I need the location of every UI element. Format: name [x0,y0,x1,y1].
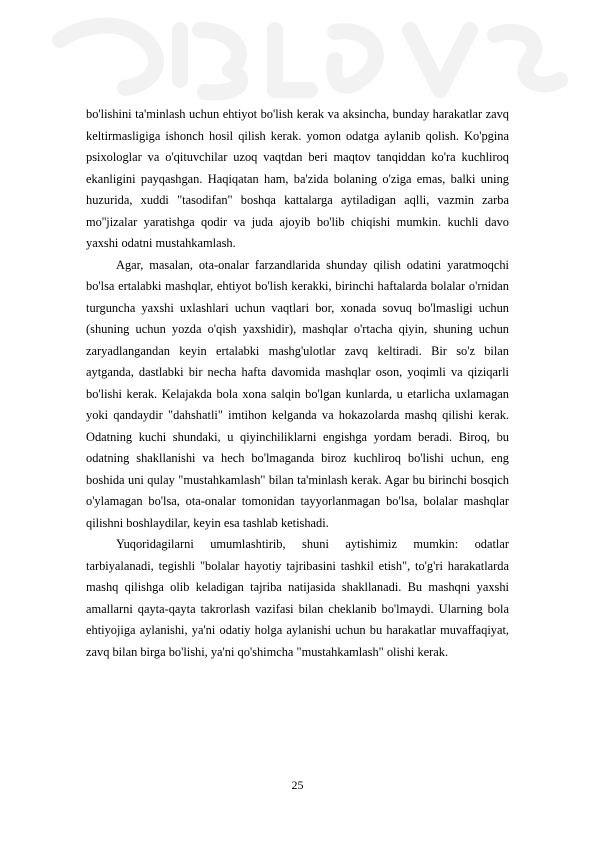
paragraph-2: Agar, masalan, ota-onalar farzandlarida shunday qilish odatini yaratmoqchi bo'lsa ertalabki mashqlar, ehtiyot bo'lish kerakki, birinchi haftalarda bolalar o'rnidan turguncha yaxshi uxlashlari uchun vaqtlari bor, xonada sovuq bo'lmasligi uchun (shuning uchun yozda o'qish yaxshidir), mashqlar o'rtacha qiyin, shuning uchun zaryadlangandan keyin ertalabki mashg'ulotlar zavq keltiradi. Bir so'z bilan aytganda, dastlabki bir necha hafta davomida mashqlar oson, yoqimli va qiziqarli bo'lishi kerak. Kelajakda bola xona salqin bo'lgan kunlarda, u etarlicha uxlamagan yoki qandaydir "dahshatli" imtihon kelganda va hokazolarda mashq qilishi kerak. Odatning kuchi shundaki, u qiyinchiliklarni engishga yordam beradi. Biroq, bu odatning shakllanishi va hech bo'lmaganda biroz kuchliroq bo'lishi uchun, eng boshida uni qulay "mustahkamlash" bilan ta'minlash kerak. Agar bu birinchi bosqich o'ylamagan bo'lsa, ota-onalar tomonidan tayyorlanmagan bo'lsa, bolalar mashqlar qilishni boshlaydilar, keyin esa tashlab ketishadi. [86,257,509,530]
paragraph-3: Yuqoridagilarni umumlashtirib, shuni aytishimiz mumkin: odatlar tarbiyalanadi, tegishli "bolalar hayotiy tajribasini tashkil etish", to'g'ri harakatlarda mashq qilishga olib keladigan tajriba natijasida shakllanadi. Bu mashqni yaxshi amallarni qayta-qayta takrorlash vazifasi bilan cheklanib bo'lmaydi. Ularning bola ehtiyojiga aylanishi, ya'ni odatiy holga aylanishi uchun bu harakatlar muvaffaqiyat, zavq bilan birga bo'lishi, ya'ni qo'shimcha "mustahkamlash" olishi kerak. [86,537,509,659]
page-number: 25 [291,778,304,792]
paragraph-1: bo'lishini ta'minlash uchun ehtiyot bo'lish kerak va aksincha, bunday harakatlar zavq keltirmasligiga ishonch hosil qilish kerak. yomon odatga aylanib qolish. Ko'pgina psixologlar va o'qituvchilar uzoq vaqtdan beri maqtov tanqiddan ko'ra kuchliroq ekanligini payqashgan. Haqiqatan ham, ba'zida bolaning o'ziga emas, balki uning huzurida, xuddi "tasodifan" boshqa kattalarga aytiladigan aqlli, vazmin zarba mo''jizalar yaratishga qodir va juda ajoyib bo'lib chiqishi mumkin. kuchli davo yaxshi odatni mustahkamlash. [86,107,509,250]
body-text [86,104,509,663]
